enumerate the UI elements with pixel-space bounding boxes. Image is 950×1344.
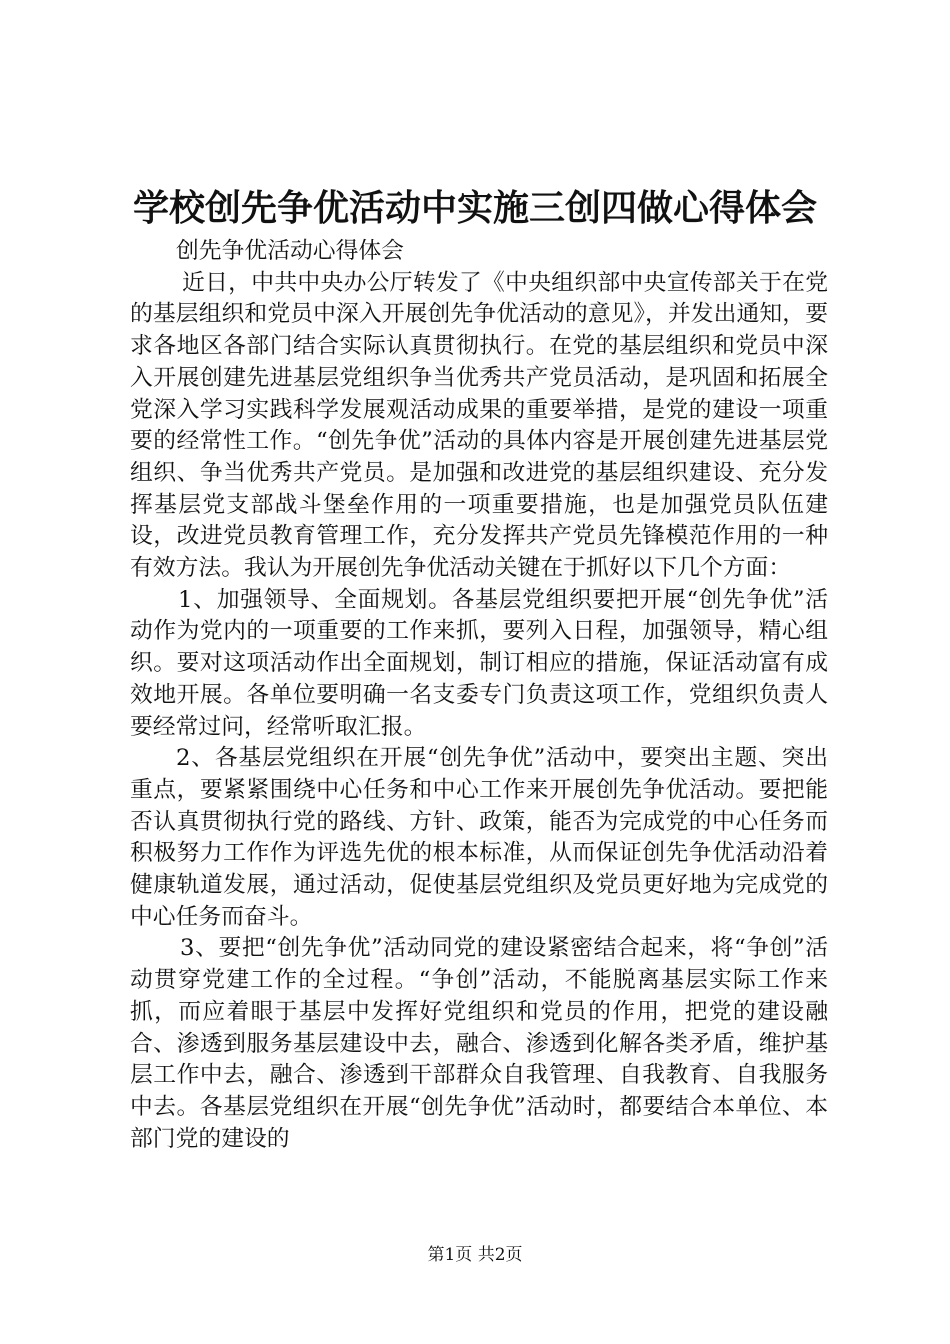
paragraph-point-3: 3、要把“创先争优”活动同党的建设紧密结合起来，将“争创”活动贯穿党建工作的全过程。“争创”活动，不能脱离基层实际工作来抓，而应着眼于基层中发挥好党组织和党员的作用，把党的建设融合、渗透到服务基层建设中去，融合、渗透到化解各类矛盾，维护基层工作中去，融合、渗透到干部群众自我管理、自我教育、自我服务中去。各基层党组织在开展“创先争优”活动时，都要结合本单位、本部门党的建设的 bbox=[130, 935, 828, 1152]
paragraph-point-2: 2、各基层党组织在开展“创先争优”活动中，要突出主题、突出重点，要紧紧围绕中心任务和中心工作来开展创先争优活动。要把能否认真贯彻执行党的路线、方针、政策，能否为完成党的中心任务而积极努力工作作为评选先优的根本标准，从而保证创先争优活动沿着健康轨道发展，通过活动，促使基层党组织及党员更好地为完成党的中心任务而奋斗。 bbox=[130, 745, 828, 930]
document-body bbox=[130, 236, 828, 1155]
paragraph-point-1: 1、加强领导、全面规划。各基层党组织要把开展“创先争优”活动作为党内的一项重要的工作来抓，要列入日程，加强领导，精心组织。要对这项活动作出全面规划，制订相应的措施，保证活动富有成效地开展。各单位要明确一名支委专门负责这项工作，党组织负责人要经常过问，经常听取汇报。 bbox=[130, 586, 828, 740]
paragraph-intro: 近日，中共中央办公厅转发了《中央组织部中央宣传部关于在党的基层组织和党员中深入开展创先争优活动的意见》，并发出通知，要求各地区各部门结合实际认真贯彻执行。在党的基层组织和党员中深入开展创建先进基层党组织争当优秀共产党员活动，是巩固和拓展全党深入学习实践科学发展观活动成果的重要举措，是党的建设一项重要的经常性工作。“创先争优”活动的具体内容是开展创建先进基层党组织、争当优秀共产党员。是加强和改进党的基层组织建设、充分发挥基层党支部战斗堡垒作用的一项重要措施，也是加强党员队伍建设，改进党员教育管理工作，充分发挥共产党员先锋模范作用的一种有效方法。我认为开展创先争优活动关键在于抓好以下几个方面： bbox=[130, 269, 828, 582]
page-number: 第1页 共2页 bbox=[427, 1245, 523, 1265]
document-subtitle: 创先争优活动心得体会 bbox=[176, 238, 404, 264]
page-title: 学校创先争优活动中实施三创四做心得体会 bbox=[132, 187, 817, 229]
